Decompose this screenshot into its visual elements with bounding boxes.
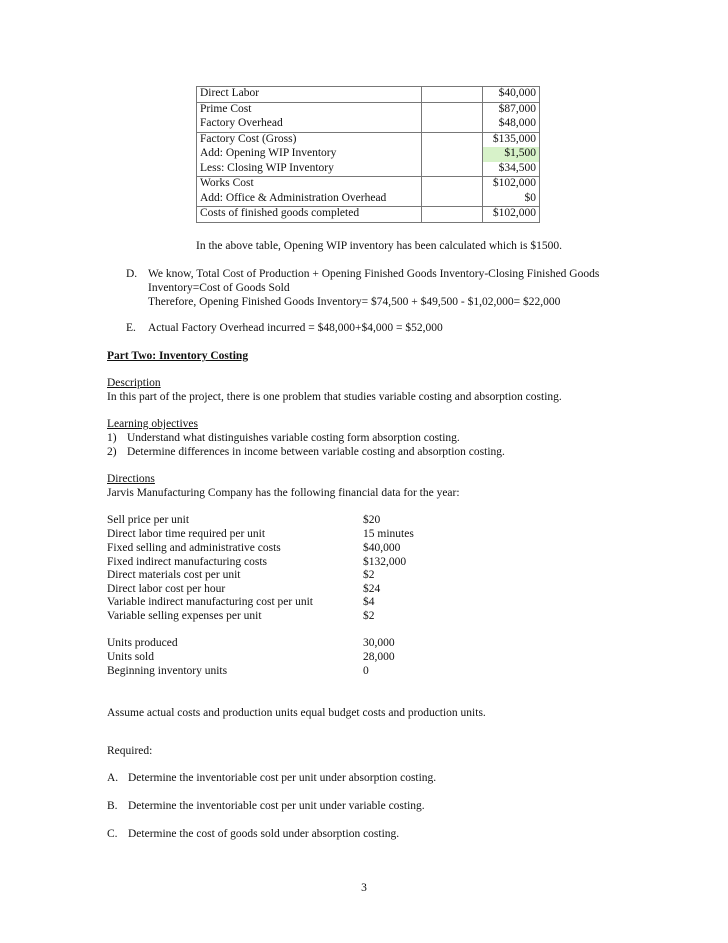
data-label: Direct labor cost per hour <box>107 583 226 595</box>
row-label: Works Cost <box>197 177 422 192</box>
data-value: 30,000 <box>363 637 395 649</box>
table-row <box>197 102 540 117</box>
description-heading: Description <box>107 377 161 389</box>
table-row <box>197 87 540 103</box>
data-value: $4 <box>363 596 375 608</box>
row-label: Prime Cost <box>197 102 422 117</box>
table-row <box>197 147 540 162</box>
learning-heading: Learning objectives <box>107 418 199 430</box>
assumption-text: Assume actual costs and production units equal budget costs and production units. <box>107 707 486 719</box>
item-d-line3: Therefore, Opening Finished Goods Inventory= $74,500 + $49,500 - $1,02,000= $22,000 <box>148 296 561 308</box>
data-label: Direct materials cost per unit <box>107 569 241 581</box>
highlighted-amount: $1,500 <box>483 147 540 162</box>
row-label: Factory Overhead <box>197 117 422 132</box>
page-number: 3 <box>361 882 367 894</box>
table-row <box>197 132 540 147</box>
item-d-line2: Inventory=Cost of Goods Sold <box>148 282 290 294</box>
required-item <box>107 800 425 814</box>
required-item <box>107 772 436 786</box>
required-text: Determine the inventoriable cost per unit under absorption costing. <box>128 772 437 784</box>
table-row <box>197 117 540 132</box>
row-label: Factory Cost (Gross) <box>197 132 422 147</box>
data-value: $20 <box>363 514 381 526</box>
required-label: Required: <box>107 745 153 757</box>
data-value: 15 minutes <box>363 528 414 540</box>
row-label: Add: Office & Administration Overhead <box>197 192 422 207</box>
table-note: In the above table, Opening WIP inventory has been calculated which is $1500. <box>196 240 562 252</box>
required-letter: C. <box>107 828 118 840</box>
data-value: $132,000 <box>363 556 407 568</box>
data-label: Variable selling expenses per unit <box>107 610 262 622</box>
required-item <box>107 828 399 842</box>
row-amount: $34,500 <box>483 162 540 177</box>
row-amount: $48,000 <box>483 117 540 132</box>
objective-number: 2) <box>107 446 117 458</box>
item-e-line1: Actual Factory Overhead incurred = $48,000+$4,000 = $52,000 <box>148 322 443 334</box>
row-label: Add: Opening WIP Inventory <box>197 147 422 162</box>
directions-text: Jarvis Manufacturing Company has the following financial data for the year: <box>107 487 460 499</box>
item-letter: E. <box>126 322 136 334</box>
data-label: Fixed selling and administrative costs <box>107 542 281 554</box>
objective-text: Understand what distinguishes variable costing form absorption costing. <box>127 432 460 444</box>
data-label: Units sold <box>107 651 154 663</box>
data-value: 28,000 <box>363 651 395 663</box>
required-text: Determine the inventoriable cost per unit under variable costing. <box>128 800 425 812</box>
data-label: Sell price per unit <box>107 514 190 526</box>
data-value: $40,000 <box>363 542 401 554</box>
row-amount: $102,000 <box>483 207 540 223</box>
description-text: In this part of the project, there is one problem that studies variable costing and absorption costing. <box>107 391 562 403</box>
data-value: $24 <box>363 583 381 595</box>
row-amount: $40,000 <box>483 87 540 103</box>
row-label: Costs of finished goods completed <box>197 207 422 223</box>
data-label: Fixed indirect manufacturing costs <box>107 556 268 568</box>
data-label: Variable indirect manufacturing cost per unit <box>107 596 313 608</box>
objective-number: 1) <box>107 432 117 444</box>
data-value: 0 <box>363 665 369 677</box>
cost-table <box>196 86 540 223</box>
row-label: Less: Closing WIP Inventory <box>197 162 422 177</box>
required-letter: B. <box>107 800 118 812</box>
item-letter: D. <box>126 268 138 280</box>
data-label: Units produced <box>107 637 178 649</box>
objective-item <box>107 446 505 460</box>
item-d-line1: We know, Total Cost of Production + Opening Finished Goods Inventory-Closing Finished Goods <box>148 268 600 280</box>
data-value: $2 <box>363 569 375 581</box>
required-text: Determine the cost of goods sold under absorption costing. <box>128 828 400 840</box>
table-row <box>197 207 540 223</box>
data-value: $2 <box>363 610 375 622</box>
objective-text: Determine differences in income between variable costing and absorption costing. <box>127 446 505 458</box>
table-row <box>197 177 540 192</box>
data-label: Beginning inventory units <box>107 665 228 677</box>
table-row <box>197 192 540 207</box>
row-label: Direct Labor <box>197 87 422 103</box>
directions-heading: Directions <box>107 473 155 485</box>
row-amount: $0 <box>483 192 540 207</box>
row-amount: $135,000 <box>483 132 540 147</box>
data-label: Direct labor time required per unit <box>107 528 266 540</box>
section-title: Part Two: Inventory Costing <box>107 350 249 362</box>
objective-item <box>107 432 460 446</box>
table-row <box>197 162 540 177</box>
required-letter: A. <box>107 772 119 784</box>
row-amount: $87,000 <box>483 102 540 117</box>
row-amount: $102,000 <box>483 177 540 192</box>
